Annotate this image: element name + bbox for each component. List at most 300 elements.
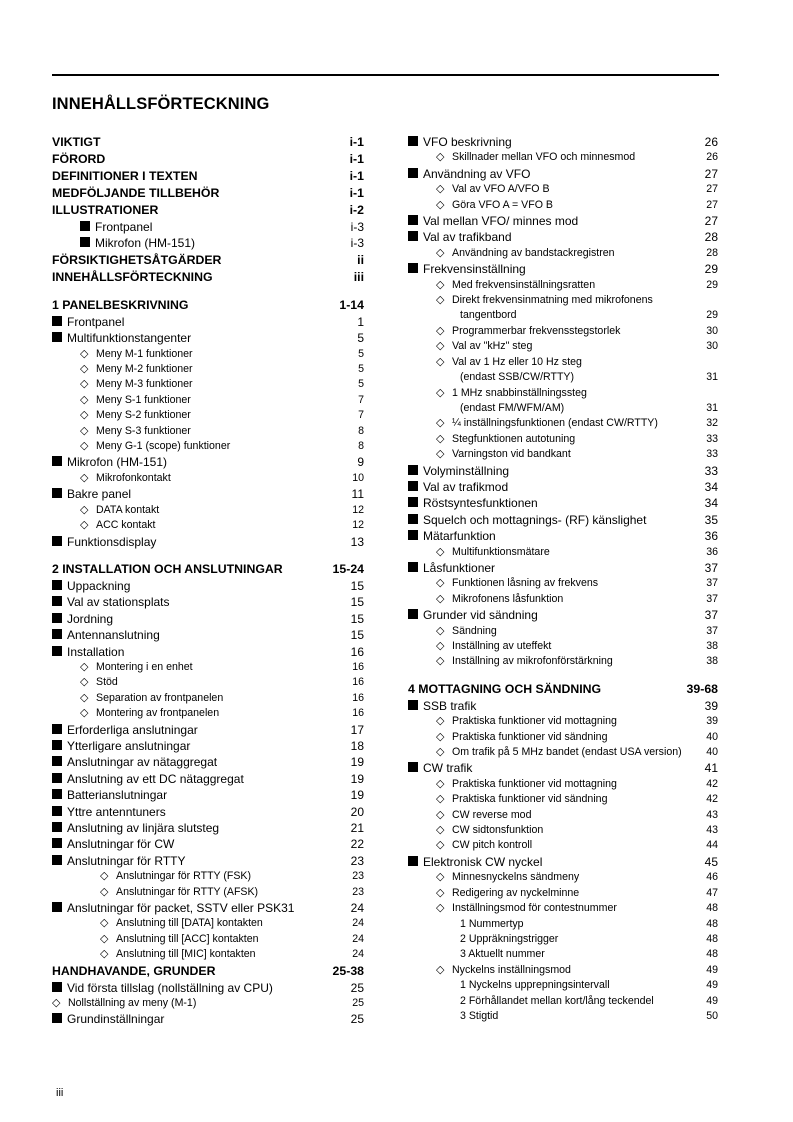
square-bullet-icon xyxy=(52,316,62,326)
square-bullet-icon xyxy=(52,822,62,832)
toc-entry-title: Val av trafikband xyxy=(423,230,512,245)
toc-entry-title: 1 Nyckelns upprepningsintervall xyxy=(460,979,610,992)
toc-entry xyxy=(408,886,718,901)
diamond-bullet-icon: ◇ xyxy=(436,340,445,353)
toc-entry-title: DATA kontakt xyxy=(96,503,160,516)
toc-entry-page: 18 xyxy=(350,738,364,753)
toc-entry-title: Val av trafikmod xyxy=(423,479,509,494)
toc-entry-title: 3 Aktuellt nummer xyxy=(460,948,545,961)
toc-entry xyxy=(408,229,718,245)
toc-entry xyxy=(408,576,718,591)
toc-entry-title: Mikrofon (HM-151) xyxy=(95,236,196,251)
square-bullet-icon xyxy=(52,536,62,546)
toc-entry xyxy=(408,777,718,792)
toc-entry xyxy=(52,706,364,721)
toc-entry xyxy=(408,760,718,776)
toc-entry-title: CW pitch kontroll xyxy=(452,839,533,852)
diamond-bullet-icon: ◇ xyxy=(100,885,109,898)
toc-entry-page: 29 xyxy=(704,262,718,277)
square-bullet-icon xyxy=(408,215,418,225)
toc-entry xyxy=(52,722,364,738)
toc-entry-page: 5 xyxy=(358,347,364,360)
toc-entry-page: 50 xyxy=(706,1009,718,1022)
toc-entry-title: Meny S-1 funktioner xyxy=(96,393,191,406)
toc-entry-page: 17 xyxy=(350,722,364,737)
toc-entry-title: Montering av frontpanelen xyxy=(96,707,220,720)
toc-entry-title: Inställning av uteffekt xyxy=(452,640,552,652)
toc-entry xyxy=(52,660,364,675)
diamond-bullet-icon: ◇ xyxy=(100,870,109,883)
toc-entry-page: 49 xyxy=(706,963,718,976)
toc-entry xyxy=(52,202,364,219)
toc-entry-page: 37 xyxy=(706,592,718,605)
toc-entry xyxy=(408,639,718,654)
toc-entry-page: 39 xyxy=(704,698,718,713)
square-bullet-icon xyxy=(52,806,62,816)
toc-entry-page: 16 xyxy=(352,691,364,704)
diamond-bullet-icon: ◇ xyxy=(436,432,445,445)
toc-entry-page: 27 xyxy=(704,166,718,181)
square-bullet-icon xyxy=(52,629,62,639)
diamond-bullet-icon: ◇ xyxy=(100,917,109,930)
diamond-bullet-icon: ◇ xyxy=(100,948,109,961)
toc-entry-title: Anslutningar för packet, SSTV eller PSK31 xyxy=(67,901,295,916)
toc-entry-title: Val av VFO A/VFO B xyxy=(452,183,550,196)
toc-entry xyxy=(408,386,718,401)
toc-entry-page: 36 xyxy=(704,529,718,544)
toc-entry-page: 28 xyxy=(704,230,718,245)
toc-entry-title: Squelch och mottagnings- (RF) känslighet xyxy=(423,512,647,527)
toc-entry xyxy=(52,996,364,1011)
toc-entry xyxy=(52,486,364,502)
toc-entry-page: 47 xyxy=(706,886,718,899)
toc-entry-page: iii xyxy=(353,269,364,284)
toc-entry-title: Grunder vid sändning xyxy=(423,608,538,623)
toc-entry-page: 33 xyxy=(704,463,718,478)
square-bullet-icon xyxy=(52,789,62,799)
diamond-bullet-icon: ◇ xyxy=(436,777,445,790)
toc-entry-page: 9 xyxy=(357,455,364,470)
toc-entry-title: Meny M-2 funktioner xyxy=(96,363,193,376)
square-bullet-icon xyxy=(52,456,62,466)
diamond-bullet-icon: ◇ xyxy=(80,347,89,360)
toc-entry-title: Sändning xyxy=(452,624,497,637)
toc-entry-title: Varningston vid bandkant xyxy=(452,448,571,461)
toc-entry-title: Multifunktionsmätare xyxy=(452,545,550,558)
toc-entry-page: i-3 xyxy=(350,236,364,251)
diamond-bullet-icon: ◇ xyxy=(80,471,89,484)
toc-entry xyxy=(408,246,718,261)
diamond-bullet-icon: ◇ xyxy=(436,624,445,637)
toc-entry-title: Elektronisk CW nyckel xyxy=(423,854,543,869)
toc-entry-page: 25 xyxy=(350,980,364,995)
toc-entry-title: 2 Förhållandet mellan kort/lång teckendel xyxy=(460,994,654,1007)
toc-entry xyxy=(408,698,718,714)
toc-entry-title: Anslutningar för RTTY (FSK) xyxy=(116,870,252,883)
toc-entry-title: Stöd xyxy=(96,676,118,689)
toc-entry xyxy=(52,297,364,314)
toc-entry xyxy=(52,151,364,168)
toc-entry-page: 38 xyxy=(706,655,718,668)
toc-entry-page: 20 xyxy=(350,804,364,819)
toc-entry-title: 3 Stigtid xyxy=(460,1009,499,1022)
square-bullet-icon xyxy=(408,762,418,772)
toc-entry-title: Meny S-2 funktioner xyxy=(96,409,191,422)
diamond-bullet-icon: ◇ xyxy=(436,871,445,884)
toc-entry-title: Montering i en enhet xyxy=(96,660,193,673)
toc-entry-page: 48 xyxy=(706,932,718,945)
toc-entry-page: 11 xyxy=(351,487,364,502)
toc-entry-page: 44 xyxy=(706,839,718,852)
toc-entry-title: Redigering av nyckelminne xyxy=(452,886,580,899)
toc-entry-title: Inställning av mikrofonförstärkning xyxy=(452,655,613,668)
toc-entry xyxy=(408,150,718,165)
toc-entry xyxy=(408,324,718,339)
toc-entry xyxy=(408,901,718,916)
toc-entry-title: Om trafik på 5 MHz bandet (endast USA version) xyxy=(452,746,682,759)
toc-entry xyxy=(52,836,364,852)
toc-entry-page: 23 xyxy=(350,853,364,868)
toc-entry-title: Minnesnyckelns sändmeny xyxy=(452,871,580,884)
toc-entry-page: 29 xyxy=(706,278,718,291)
toc-entry-page: 48 xyxy=(706,948,718,961)
diamond-bullet-icon: ◇ xyxy=(436,417,445,430)
diamond-bullet-icon: ◇ xyxy=(80,409,89,422)
diamond-bullet-icon: ◇ xyxy=(80,707,89,720)
diamond-bullet-icon: ◇ xyxy=(436,640,445,652)
toc-entry xyxy=(408,592,718,607)
toc-entry-title: 2 Uppräkningstrigger xyxy=(460,932,559,945)
toc-entry xyxy=(408,963,718,978)
toc-entry-page: 16 xyxy=(352,660,364,673)
toc-entry-title: Val av 1 Hz eller 10 Hz steg xyxy=(452,355,582,368)
toc-entry xyxy=(408,355,718,370)
toc-entry-title: Praktiska funktioner vid sändning xyxy=(452,793,608,806)
toc-entry xyxy=(52,439,364,454)
square-bullet-icon xyxy=(52,580,62,590)
diamond-bullet-icon: ◇ xyxy=(436,386,445,399)
toc-entry-page: 30 xyxy=(706,324,718,337)
toc-entry-title: Yttre antenntuners xyxy=(67,804,166,819)
toc-entry-title: ILLUSTRATIONER xyxy=(52,203,159,217)
toc-entry-title: Meny G-1 (scope) funktioner xyxy=(96,440,231,453)
diamond-bullet-icon: ◇ xyxy=(436,793,445,806)
toc-entry xyxy=(408,714,718,729)
toc-entry xyxy=(408,808,718,823)
toc-entry xyxy=(408,947,718,962)
square-bullet-icon xyxy=(52,902,62,912)
toc-entry xyxy=(408,545,718,560)
toc-entry-title: (endast FM/WFM/AM) xyxy=(460,401,565,414)
toc-entry-title: Funktionen låsning av frekvens xyxy=(452,577,599,590)
toc-entry-title: CW trafik xyxy=(423,761,473,776)
toc-entry-title: Nollställning av meny (M-1) xyxy=(68,997,197,1010)
toc-entry xyxy=(408,730,718,745)
toc-entry xyxy=(408,370,718,385)
toc-entry xyxy=(52,578,364,594)
square-bullet-icon xyxy=(80,237,90,247)
diamond-bullet-icon: ◇ xyxy=(436,839,445,852)
toc-entry-page: 39-68 xyxy=(686,681,718,696)
toc-entry xyxy=(52,561,364,578)
page-number: iii xyxy=(56,1087,64,1099)
toc-entry-title: Användning av bandstackregistren xyxy=(452,246,615,259)
toc-entry-title: INNEHÅLLSFÖRTECKNING xyxy=(52,269,213,284)
toc-entry-page: i-1 xyxy=(349,152,364,166)
toc-entry xyxy=(52,330,364,346)
diamond-bullet-icon: ◇ xyxy=(80,363,89,376)
toc-entry-title: Meny M-1 funktioner xyxy=(96,347,193,360)
toc-entry xyxy=(52,932,364,947)
toc-entry-page: 48 xyxy=(706,902,718,915)
toc-entry-page: 26 xyxy=(706,151,718,164)
toc-entry-page: 34 xyxy=(704,496,718,511)
toc-entry-title: Meny M-3 funktioner xyxy=(96,378,193,391)
square-bullet-icon xyxy=(52,1013,62,1023)
toc-entry-page: 23 xyxy=(352,885,364,898)
toc-entry xyxy=(408,198,718,213)
diamond-bullet-icon: ◇ xyxy=(80,660,89,673)
toc-right-column xyxy=(408,134,718,1024)
toc-entry-title: Installation xyxy=(67,644,125,659)
square-bullet-icon xyxy=(52,646,62,656)
toc-entry-title: 2 INSTALLATION OCH ANSLUTNINGAR xyxy=(52,561,283,576)
toc-entry xyxy=(52,1011,364,1027)
square-bullet-icon xyxy=(52,773,62,783)
square-bullet-icon xyxy=(52,756,62,766)
toc-entry-page: 46 xyxy=(706,871,718,884)
toc-entry-title: Anslutningar för CW xyxy=(67,837,175,852)
diamond-bullet-icon: ◇ xyxy=(436,183,445,196)
diamond-bullet-icon: ◇ xyxy=(436,545,445,558)
toc-entry xyxy=(408,978,718,993)
toc-entry xyxy=(52,347,364,362)
diamond-bullet-icon: ◇ xyxy=(436,886,445,899)
toc-entry xyxy=(408,994,718,1009)
toc-entry-title: Mikrofonkontakt xyxy=(96,471,171,484)
toc-entry-title: SSB trafik xyxy=(423,698,477,713)
toc-entry-title: Volyminställning xyxy=(423,463,510,478)
toc-entry-title: tangentbord xyxy=(460,309,517,322)
toc-entry xyxy=(52,900,364,916)
toc-entry xyxy=(52,185,364,202)
toc-entry-title: Vid första tillslag (nollställning av CPU) xyxy=(67,980,273,995)
toc-entry-title: DEFINITIONER I TEXTEN xyxy=(52,169,198,183)
toc-entry xyxy=(408,932,718,947)
toc-entry xyxy=(408,182,718,197)
toc-entry-page: 27 xyxy=(704,214,718,229)
toc-entry xyxy=(52,269,364,286)
square-bullet-icon xyxy=(52,488,62,498)
toc-entry-title: Meny S-3 funktioner xyxy=(96,424,191,437)
toc-entry-page: 23 xyxy=(352,870,364,883)
square-bullet-icon xyxy=(52,982,62,992)
toc-entry xyxy=(52,594,364,610)
toc-entry xyxy=(52,424,364,439)
diamond-bullet-icon: ◇ xyxy=(436,592,445,605)
toc-entry-title: Praktiska funktioner vid mottagning xyxy=(452,777,617,790)
square-bullet-icon xyxy=(408,497,418,507)
diamond-bullet-icon: ◇ xyxy=(436,278,445,291)
toc-entry xyxy=(52,869,364,884)
toc-entry-page: 24 xyxy=(352,917,364,930)
toc-entry-title: Batterianslutningar xyxy=(67,788,168,803)
toc-entry-page: 25-38 xyxy=(332,963,364,978)
toc-entry-page: 25 xyxy=(350,1012,364,1027)
square-bullet-icon xyxy=(408,530,418,540)
toc-entry-page: 37 xyxy=(704,608,718,623)
toc-entry xyxy=(408,607,718,623)
toc-entry-page: 15 xyxy=(350,628,364,643)
toc-entry-title: Erforderliga anslutningar xyxy=(67,722,198,737)
toc-entry-title: Stegfunktionen autotuning xyxy=(452,432,576,445)
toc-entry-page: 25 xyxy=(352,997,364,1010)
toc-entry xyxy=(52,675,364,690)
square-bullet-icon xyxy=(408,231,418,241)
toc-entry xyxy=(52,219,364,235)
square-bullet-icon xyxy=(52,613,62,623)
toc-entry-title: Jordning xyxy=(67,611,114,626)
toc-entry-title: Grundinställningar xyxy=(67,1012,165,1027)
square-bullet-icon xyxy=(52,855,62,865)
toc-entry-title: CW sidtonsfunktion xyxy=(452,824,544,837)
toc-entry xyxy=(408,1009,718,1024)
toc-entry xyxy=(52,644,364,660)
toc-entry-page: 43 xyxy=(706,808,718,821)
toc-entry-page: 49 xyxy=(706,979,718,992)
diamond-bullet-icon: ◇ xyxy=(80,691,89,704)
toc-entry xyxy=(52,314,364,330)
toc-entry xyxy=(408,278,718,293)
toc-entry-title: Val av "kHz" steg xyxy=(452,340,533,353)
toc-entry-title: Skillnader mellan VFO och minnesmod xyxy=(452,151,636,164)
toc-left-column xyxy=(52,134,364,1028)
toc-entry-page: 48 xyxy=(706,917,718,930)
diamond-bullet-icon: ◇ xyxy=(436,448,445,461)
toc-entry-page: 13 xyxy=(350,534,364,549)
toc-entry xyxy=(408,293,718,308)
toc-entry-page: 15-24 xyxy=(332,561,364,576)
toc-entry-page: 15 xyxy=(350,611,364,626)
toc-entry-title: Val mellan VFO/ minnes mod xyxy=(423,214,579,229)
toc-entry-page: 29 xyxy=(706,309,718,322)
diamond-bullet-icon: ◇ xyxy=(436,246,445,259)
toc-entry xyxy=(408,838,718,853)
toc-entry xyxy=(408,654,718,669)
toc-entry-title: Direkt frekvensinmatning med mikrofonens xyxy=(452,294,653,307)
toc-entry-title: VIKTIGT xyxy=(52,135,101,149)
toc-entry xyxy=(52,518,364,533)
toc-entry-title: Mätarfunktion xyxy=(423,529,496,544)
square-bullet-icon xyxy=(408,465,418,475)
toc-entry xyxy=(52,853,364,869)
square-bullet-icon xyxy=(408,481,418,491)
square-bullet-icon xyxy=(408,562,418,572)
toc-entry-page: 33 xyxy=(706,448,718,461)
toc-entry-page: 16 xyxy=(352,676,364,689)
toc-entry-page: 1 xyxy=(357,314,364,329)
diamond-bullet-icon: ◇ xyxy=(80,378,89,391)
page-title: INNEHÅLLSFÖRTECKNING xyxy=(52,95,270,113)
toc-entry xyxy=(408,447,718,462)
diamond-bullet-icon: ◇ xyxy=(80,440,89,453)
toc-entry xyxy=(52,503,364,518)
toc-entry-title: Anslutning till [MIC] kontakten xyxy=(116,948,256,961)
toc-entry xyxy=(52,947,364,962)
toc-entry xyxy=(408,261,718,277)
toc-entry-title: Anslutningar av nätaggregat xyxy=(67,755,218,770)
toc-entry xyxy=(52,393,364,408)
toc-entry-page: 12 xyxy=(352,503,364,516)
toc-entry-title: HANDHAVANDE, GRUNDER xyxy=(52,963,216,978)
toc-entry-page: 27 xyxy=(706,183,718,196)
toc-entry xyxy=(408,870,718,885)
toc-entry-title: Anslutning till [DATA] kontakten xyxy=(116,917,263,930)
toc-entry xyxy=(408,339,718,354)
toc-entry xyxy=(52,820,364,836)
toc-entry-title: ¼ inställningsfunktionen (endast CW/RTTY) xyxy=(452,417,658,430)
toc-entry-page: 41 xyxy=(704,761,718,776)
toc-entry-page: 37 xyxy=(706,577,718,590)
toc-entry xyxy=(408,213,718,229)
toc-entry-page: i-3 xyxy=(350,220,364,234)
diamond-bullet-icon: ◇ xyxy=(436,151,445,164)
toc-entry xyxy=(52,804,364,820)
toc-entry-title: Nyckelns inställningsmod xyxy=(452,963,571,976)
toc-entry-title: FÖRORD xyxy=(52,152,106,166)
toc-entry-title: Praktiska funktioner vid mottagning xyxy=(452,715,617,728)
toc-entry xyxy=(52,627,364,643)
square-bullet-icon xyxy=(408,856,418,866)
toc-entry xyxy=(52,885,364,900)
toc-entry-page: 49 xyxy=(706,994,718,1007)
toc-entry-page: i-1 xyxy=(349,135,364,149)
toc-entry-page: 16 xyxy=(352,707,364,720)
toc-entry xyxy=(408,416,718,431)
toc-entry xyxy=(52,754,364,770)
toc-entry xyxy=(408,528,718,544)
toc-entry-title: Ytterligare anslutningar xyxy=(67,738,191,753)
toc-entry xyxy=(408,823,718,838)
toc-entry-page: 34 xyxy=(704,479,718,494)
square-bullet-icon xyxy=(408,514,418,524)
diamond-bullet-icon: ◇ xyxy=(436,730,445,743)
toc-entry-title: Frontpanel xyxy=(95,220,153,234)
toc-entry-title: Anslutning till [ACC] kontakten xyxy=(116,932,259,945)
toc-entry-title: 4 MOTTAGNING OCH SÄNDNING xyxy=(408,681,602,696)
toc-entry-page: 40 xyxy=(706,746,718,759)
toc-entry-title: Anslutning av linjära slutsteg xyxy=(67,821,220,835)
toc-entry-title: Göra VFO A = VFO B xyxy=(452,198,553,211)
toc-entry-page: 5 xyxy=(358,363,364,376)
toc-entry xyxy=(52,252,364,269)
toc-entry xyxy=(52,134,364,151)
toc-entry xyxy=(52,235,364,251)
toc-entry-page: 37 xyxy=(704,560,718,575)
toc-entry xyxy=(408,681,718,698)
toc-entry-title: Mikrofon (HM-151) xyxy=(67,455,168,470)
toc-entry-title: Anslutning av ett DC nätaggregat xyxy=(67,771,244,786)
toc-entry-title: Användning av VFO xyxy=(423,166,531,181)
toc-entry-page: 10 xyxy=(352,471,364,484)
diamond-bullet-icon: ◇ xyxy=(436,324,445,337)
toc-entry xyxy=(408,854,718,870)
toc-entry-title: Uppackning xyxy=(67,578,131,593)
toc-entry-page: 36 xyxy=(706,545,718,558)
diamond-bullet-icon: ◇ xyxy=(436,355,445,368)
toc-entry-title: VFO beskrivning xyxy=(423,135,512,149)
toc-entry-title: Röstsyntesfunktionen xyxy=(423,496,538,511)
